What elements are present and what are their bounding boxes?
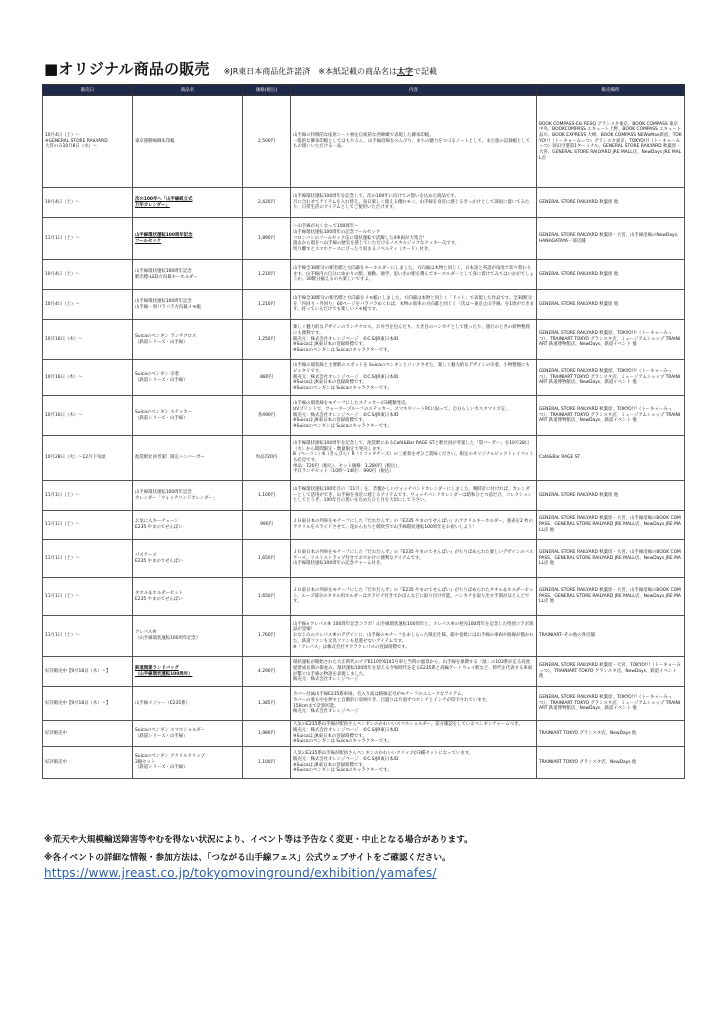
cell-price: 2,420円 xyxy=(243,188,291,218)
table-row xyxy=(43,360,685,396)
products-table xyxy=(42,84,685,779)
table-row xyxy=(43,687,685,721)
cell-place: GENERAL STORE RAILYARD 秋葉原・大宮、山手線沿線のBOOK COMPASS、GENERAL STORE RAILYARD JRE MALL店、NewDays JRE MALL店 他 xyxy=(537,540,685,578)
cell-name: 山手線環状運転100周年記念 山手線一周パラパラ方向幕メモ帳 xyxy=(133,290,243,320)
cell-place: TRAINIART･その他の各店舗 xyxy=(537,616,685,657)
cell-name: 池袋駅社員考案！限定ハンバーガー xyxy=(133,436,243,481)
table-row xyxy=(43,436,685,481)
footer-note-weather: ※荒天や大規模輸送障害等やむを得ない状況により、イベント等は予告なく変更・中止となる場合があります。 xyxy=(44,835,473,845)
cell-name: 鉄道開業ランドバッグ （山手線環状運転100周年） xyxy=(133,657,243,687)
cell-place: Café&Bar RAGE ST xyxy=(537,436,685,481)
cell-price: 1,210円 xyxy=(243,260,291,290)
cell-date: 10月16日（木）～ xyxy=(43,360,133,396)
license-note-suffix: で記載 xyxy=(412,67,437,76)
cell-date: 11月1日（土）～ xyxy=(43,218,133,260)
cell-place: BOOK COMPASS-Eki RESQ グランスタ東京、BOOK COMPASS 東京中央、BOOKCOMPASS エキュート上野、BOOK COMPASS エキュート品川、BOOK EXPRESS 大崎、BOOK COMPASS NEWoMan新宿、TOKYO!!!（トーキョーみっつ）グランスタ東京、TOKYO!!!（トーキョーみっつ）羽田空港第1ターミナル、GENERAL STORE RAILYARD 秋葉原・大宮、GENERAL STORE RAILYARD JRE MALL店、NewDays JRE MALL店 xyxy=(537,96,685,188)
cell-price: 4,290円 xyxy=(243,657,291,687)
cell-place: GENERAL STORE RAILYARD 秋葉原、TOKYO!!!（トーキョーみっつ）、TRAINIART TOKYO グランスタ店、ミュージアムショップ TRAINIART 鉄道博物館店、NewDays、鉄道イベント 他 xyxy=(537,320,685,360)
cell-date: 好評販売中 xyxy=(43,747,133,779)
cell-place: GENERAL STORE RAILYARD 秋葉原 他 xyxy=(537,290,685,320)
cell-content: ～山手線が丸くなって100周年～ 山手線環状運転100周年の記念フールセック コロンバンのフールセック缶に環状運転で活躍した4車両が大集合！ 過去から現在へ山手線の歴史を感じていただけるノスタルジックなクッキー缶です。 切り離すとスマホケースにぴったり収まるノベルティ（カード）付き。 xyxy=(291,218,537,260)
cell-date: 10月28日（火）～12月下旬頃 xyxy=(43,436,133,481)
cell-date: 10月4日（土）～ xyxy=(43,260,133,290)
header-price: 価格(税込) xyxy=(243,85,291,96)
cell-date: 好評販売中【9月18日（木）～】 xyxy=(43,657,133,687)
cell-place: TRAINIART TOKYO グランスタ店、NewDays 他 xyxy=(537,721,685,747)
cell-name: 次の100年へ「山手線組立式 万年カレンダー」 xyxy=(133,188,243,218)
license-note-middle: ※本紙記載の商品名は xyxy=(318,67,397,76)
table-body xyxy=(43,96,685,779)
cell-content: カバー付属山手線E235系車両。毛入り面は路線記号がモチーフのユニークなアイテム。 カバーの裏も中を押すと自動的に収納でき、目盛りは片面ずつセンチとインチが印字されています。 150cmまで計測可能。 販売元：株式会社オレンジページ xyxy=(291,687,537,721)
cell-date: 11月1日（土）～ xyxy=(43,511,133,540)
cell-place: GENERAL STORE RAILYARD 秋葉原、TOKYO!!!（トーキョーみっつ）、TRAINIART TOKYO グランスタ店、ミュージアムショップ TRAINIART 鉄道博物館店、NewDays、鉄道イベント 他 xyxy=(537,396,685,436)
cell-date: 10月16日（木）～ xyxy=(43,396,133,436)
cell-place: GENERAL STORE RAILYARD 秋葉原 他 xyxy=(537,481,685,511)
table-row xyxy=(43,96,685,188)
cell-price: 1,890円 xyxy=(243,218,291,260)
cell-content: 山手線環状運転100周年を記念して、次の100年に向けての想いを込めた商品です。 月に合わせてアイテムを入れ替え、毎日楽しく使える優れモノ。山手線を身近に感じるきっかけとして部屋に置いてみたり、日常生活のアイテムとしてご使用いただけます。 xyxy=(291,188,537,218)
cell-place: GENERAL STORE RAILYARD 秋葉原・大宮、山手線沿線のBOOK COMPASS、GENERAL STORE RAILYARD JRE MALL店、NewDays JRE MALL店 他 xyxy=(537,578,685,616)
table-row xyxy=(43,540,685,578)
cell-price: 1,980円 xyxy=(243,721,291,747)
cell-name: Suicaのペンギン スマホショルダー （鉄道シリーズ・山手線） xyxy=(133,721,243,747)
cell-price: 1,650円 xyxy=(243,540,291,578)
cell-place: GENERAL STORE RAILYARD 秋葉原 他 xyxy=(537,260,685,290)
table-row xyxy=(43,396,685,436)
cell-content: 人気のE235系山手線が駅員さんペンギンのかわいいクリップが3種セットになっています。 販売元：株式会社オレンジページ ©C.S/JR東日本/D ※Suicaは JR東日本の登録商標です。 ※Suicaのペンギンは Suicaのキャラクターです。 xyxy=(291,747,537,779)
cell-content: 山手線の環状線と主要駅のスポットを Suicaのペンギンとリンクさせた、楽しく魅力的なデザインの巾着。小物整理にもピッタリです。 販売元：株式会社オレンジページ ©C.S/JR東日本/D ※Suicaは JR東日本の登録商標です。 ※Suicaのペンギンは Suicaのキャラクターです。 xyxy=(291,360,537,396)
cell-content: 山手線環状運転100年目の「11月」を、昔懐かしいウォッチバンドカレンダーにしました。腕時計に付ければ、カレンダーとして活用ができ、山手線を身近に感じるアイテムです。ウォッチバンドカレンダーは昭和ひとつ前だけ、コレクションとしてどうぞ。100年目の想いを込めたひと月を大切にして下さい。 xyxy=(291,481,537,511)
cell-content: ＪＲ東日本の列車をモチーフにした『だれだんず』の『E235 やまのてせんばい』のアクリルキーホルダー。裏表を2 枚のアクリルをスライドさせて、花かんむりと紙吹雪で山手線環状運転100周年をお祝いしよう！ xyxy=(291,511,537,540)
cell-price: 各490円 xyxy=(243,396,291,436)
table-row xyxy=(43,188,685,218)
cell-name: 山手線環状運転100周年記念 フールセック xyxy=(133,218,243,260)
cell-content: ＪＲ東日本の列車をモチーフにした『だれだんず』の『E235 やまのてせんばい』がちりばめられた楽しいデザインのパスケース。リストストラップ付きでおでかけに便利なアイテムです。 山手線環状運転100周年の記念チャーム付き。 xyxy=(291,540,537,578)
table-row xyxy=(43,657,685,687)
cell-content: 楽しく魅力的なデザインのランチクロス。お弁当を包んだり、大き目のハンカチとして使ったり、旅行のときの荷物整理にも便利です。 販売元：株式会社オレンジページ ©C.S/JR東日本/D ※Suicaは JR東日本の登録商標です。 ※Suicaのペンギンは Suicaのキャラクターです。 xyxy=(291,320,537,360)
cell-price: 2,500円 xyxy=(243,96,291,188)
cell-name: クレパス® （山手線環状運転100周年記念） xyxy=(133,616,243,657)
license-note xyxy=(224,66,437,77)
cell-price: 1,385円 xyxy=(243,687,291,721)
cell-date: 11月1日（土）～ xyxy=(43,481,133,511)
cell-content: 山手線×クレパス® 100周年記念コラボ！山手線環状運転100周年と、クレパス®の発売100周年を記念した特別コラボ商品が登場！ おなじみのクレパス®のデザインに、山手線のモチーフをあしらった限定仕様。箱や巻紙には山手線の車両や路線が描かれた、鉄道ファンも文具ファンも見逃せないアイテムです。 ※「クレパス」は株式会社サクラクレパスの登録商標です。 xyxy=(291,616,537,657)
table-row xyxy=(43,721,685,747)
cell-date: 11月1日（土）～ xyxy=(43,540,133,578)
cell-name: Suicaのペンギン アクリルクリップ 3個セット （鉄道シリーズ・山手線） xyxy=(133,747,243,779)
cell-price: 880円 xyxy=(243,360,291,396)
cell-price: 1,100円 xyxy=(243,481,291,511)
table-row xyxy=(43,511,685,540)
cell-place: TRAINIART TOKYO グランスタ店、NewDays 他 xyxy=(537,747,685,779)
header-name: 商品名 xyxy=(133,85,243,96)
cell-date: 11月1日（土）～ xyxy=(43,616,133,657)
table-row xyxy=(43,747,685,779)
cell-place: GENERAL STORE RAILYARD 秋葉原・大宮、山手線沿線のBOOK COMPASS、GENERAL STORE RAILYARD JRE MALL店、NewDays JRE MALL店 他 xyxy=(537,511,685,540)
cell-date: 10月16日（木）～ xyxy=(43,320,133,360)
cell-date: 好評販売中【9月18日（木）～】 xyxy=(43,687,133,721)
license-note-prefix: ※JR東日本商品化許諾済 xyxy=(223,67,311,76)
cell-content: 環状運転が開始された大正時代のナデ6110形6141号車と当時の風景から、山手線を象徴する「緑」の103系が走る高度経済成長期の街並み、環状運転100周年を迎える令和時代を走るE235系と高輪ゲートウェイ駅など、時代を代表する車両が繋ぐ山手線の物語を表現しました。 販売元：株式会社オレンジページ xyxy=(291,657,537,687)
cell-price: 990円 xyxy=(243,511,291,540)
table-row xyxy=(43,260,685,290)
cell-price: 1,210円 xyxy=(243,290,291,320)
cell-date: 好評販売中 xyxy=(43,721,133,747)
cell-name: パスケース E235 やまのてせんばい xyxy=(133,540,243,578)
cell-date: 10月4日（土）～ xyxy=(43,290,133,320)
cell-name: Suicaのペンギン ステッカー （鉄道シリーズ・山手線） xyxy=(133,396,243,436)
cell-place: GENERAL STORE RAILYARD 秋葉原・大宮、山手線沿線のNewDays、HANAGATAYA一部店舗 xyxy=(537,218,685,260)
cell-price: 1,650円 xyxy=(243,578,291,616)
cell-date: 11月1日（土）～ xyxy=(43,578,133,616)
cell-content: 山手線の特徴的な座席シート柄を伝統的な西陣織で表現した御朱印帳。 一般的な御朱印帳としてはもちろん、山手線沿線をのんびり、まちの魅力をつづるノートとして、また旅の記録帳としてもお使いいただける一品。 xyxy=(291,96,537,188)
footer-link[interactable]: https://www.jreast.co.jp/tokyomovinground/exhibition/yamafes/ xyxy=(44,866,437,880)
cell-name: 山手線環状運転100周年記念 カレンダー「ウォッチバンドカレンダー」 xyxy=(133,481,243,511)
cell-name: Suicaのペンギン 巾着 （鉄道シリーズ・山手線） xyxy=(133,360,243,396)
cell-content: ＪＲ東日本の列車をモチーフにした『だれだんず』の『E235 やまのてせんばい』がちりばめられたタオル＆ホルダーセット。ループ部分のタオル用ホルダーはカラビナ付きでかばんなどに取り付け可能。ハンカチを取り出す手間がほとんどです。 xyxy=(291,578,537,616)
cell-content: 人気のE235系山手線が駅員さんペンギンのかわいいスマホショルダー。前方確認をしているペンギンチャームつき。 販売元：株式会社オレンジページ ©C.S/JR東日本/D ※Suicaは JR東日本の登録商標です。 ※Suicaのペンギンは Suicaのキャラクターです。 xyxy=(291,721,537,747)
footer-note-details: ※各イベントの詳細な情報・参加方法は、「つながる山手線フェス」公式ウェブサイトをご確認ください。 xyxy=(44,853,451,863)
cell-place: GENERAL STORE RAILYARD 秋葉原、TOKYO!!!（トーキョーみっつ）、TRAINIART TOKYO グランスタ店、ミュージアムショップ TRAINIART 鉄道博物館店、NewDays、鉄道イベント 他 xyxy=(537,360,685,396)
cell-content: 山手線全30駅分の駅名標と方向幕をメモ帳にしました。方向幕は本物と同じく「ドット」で表現した作品です。全30駅分を「内回り・外回り」60ページをパラパラめくれば、本物の電車の方向幕と同じく「次は～東京止山手線」を1周ができます。持っているだけでも楽しいメモ帳です。 xyxy=(291,290,537,320)
cell-place: GENERAL STORE RAILYARD 秋葉原 他 xyxy=(537,188,685,218)
cell-date: 10月4日（土）～ ※GENERAL STORE RAILYARD 大宮のみ10月8日（水）～ xyxy=(43,96,133,188)
table-row xyxy=(43,481,685,511)
header-date: 販売日 xyxy=(43,85,133,96)
table-row xyxy=(43,290,685,320)
cell-name: 山手線メジャー（E235系） xyxy=(133,687,243,721)
header-content: 内容 xyxy=(291,85,537,96)
heading xyxy=(44,58,437,79)
cell-name: タオル＆ホルダーセット E235 やまのてせんばい xyxy=(133,578,243,616)
cell-content: 山手線全30駅分の駅名標と方向幕をキーホルダーにしました。方向幕は本物と同じく、日本語と英語が角度で切り替わります。山手線内の自分にゆかりの駅、通勤、通学、思い出の駅を選んでキーホルダーとして身に着けてみてはいかがでしょうか。30駅分揃えるのも楽しいですよ。 xyxy=(291,260,537,290)
cell-name: お気に入キーチェーン E235 やまのてせんばい xyxy=(133,511,243,540)
cell-name: Suicaのペンギン ランチクロス （鉄道シリーズ・山手線） xyxy=(133,320,243,360)
cell-place: GENERAL STORE RAILYARD 秋葉原、TOKYO!!!（トーキョーみっつ）、TRAINIART TOKYO グランスタ店、ミュージアムショップ TRAINIART 鉄道博物館店、NewDays、鉄道イベント 他 xyxy=(537,687,685,721)
table-row xyxy=(43,320,685,360)
cell-price: 1,250円 xyxy=(243,320,291,360)
cell-date: 10月4日（土）～ xyxy=(43,188,133,218)
license-note-bold: 太字 xyxy=(396,67,413,76)
cell-name: 東京感動線御朱印帳 xyxy=(133,96,243,188)
cell-place: GENERAL STORE RAILYARD 秋葉原・大宮、TOKYO!!!（トーキョーみっつ）、TRAINIART TOKYO グランスタ店、NewDays、鉄道イベント 他 xyxy=(537,657,685,687)
table-header-row xyxy=(43,85,685,96)
table-row xyxy=(43,616,685,657)
cell-name: 山手線環状運転100周年記念 駅名標-LED方向幕キーホルダー xyxy=(133,260,243,290)
cell-content: 山手線環状運転100周年を記念して、池袋駅にあるCafé&Bar RAGE STと駅社員が考案した「袋バーガー」を10月28日（火）から期間限定・数量限定で発売します。 B（ベーコン）K（きんぴら）R（リコッタチーズ）の三重奏をぜひご賞味ください。限定のオリジナルピックトレイマットも必見です。 単品：720円（税込）、セット価格：1,280円（税込）、 平日ランチセット（10時～14時）：990円（税込） xyxy=(291,436,537,481)
table-row xyxy=(43,218,685,260)
page-title: ■オリジナル商品の販売 xyxy=(44,60,210,78)
cell-price: 単品720円 xyxy=(243,436,291,481)
cell-price: 1,100円 xyxy=(243,747,291,779)
cell-price: 1,760円 xyxy=(243,616,291,657)
table-row xyxy=(43,578,685,616)
header-place: 販売場所 xyxy=(537,85,685,96)
cell-content: 山手線の環状線をモチーフにしたステッカーが3種類発売。 UVプリントで、ウォータープルーフのステッカー。スマホやノートPCに貼って、自分らしいカスタマイズを。 販売元：株式会社オレンジページ ©C.S/JR東日本/D ※Suicaは JR東日本の登録商標です。 ※Suicaのペンギンは Suicaのキャラクターです。 xyxy=(291,396,537,436)
